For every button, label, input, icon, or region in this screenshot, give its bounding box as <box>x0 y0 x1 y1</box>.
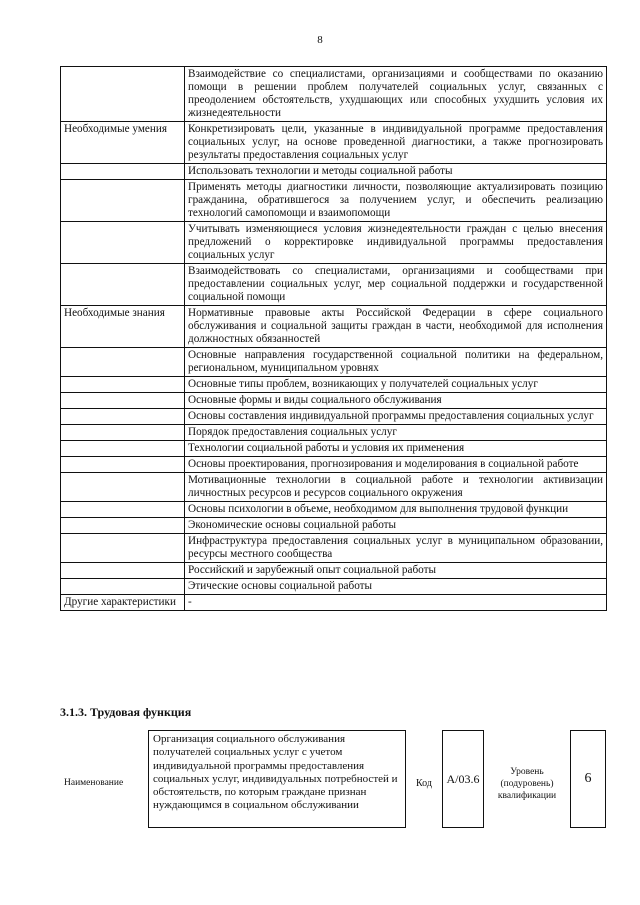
code-box: A/03.6 <box>442 730 484 828</box>
page-number: 8 <box>317 34 323 46</box>
level-label: Уровень (подуровень) квалификации <box>497 767 557 801</box>
table-row <box>61 579 607 595</box>
row-text: Основы составления индивидуальной программы предоставления социальных услуг <box>185 409 607 425</box>
row-text: Порядок предоставления социальных услуг <box>185 425 607 441</box>
row-text: Основные направления государственной социальной политики на федеральном, региональном, муниципальном уровнях <box>185 348 607 377</box>
row-text: Технологии социальной работы и условия их применения <box>185 441 607 457</box>
row-label <box>61 180 185 222</box>
section-title: 3.1.3. Трудовая функция <box>60 705 192 719</box>
table-row <box>61 473 607 502</box>
row-label <box>61 409 185 425</box>
row-label <box>61 164 185 180</box>
table-row <box>61 393 607 409</box>
row-text: Учитывать изменяющиеся условия жизнедеятельности граждан с целью внесения предложений о корректировке индивидуальной программы предоставления социальных услуг <box>185 222 607 264</box>
table-row <box>61 348 607 377</box>
row-label: Необходимые умения <box>61 122 185 164</box>
row-label <box>61 67 185 122</box>
table-row <box>61 518 607 534</box>
row-label <box>61 502 185 518</box>
row-label <box>61 457 185 473</box>
row-text: Основные типы проблем, возникающих у получателей социальных услуг <box>185 377 607 393</box>
table-row <box>61 180 607 222</box>
row-label: Другие характеристики <box>61 595 185 611</box>
row-text: Основы психологии в объеме, необходимом для выполнения трудовой функции <box>185 502 607 518</box>
row-label <box>61 393 185 409</box>
row-label <box>61 377 185 393</box>
row-text: Российский и зарубежный опыт социальной работы <box>185 563 607 579</box>
row-label <box>61 264 185 306</box>
row-text: Использовать технологии и методы социальной работы <box>185 164 607 180</box>
table-row <box>61 222 607 264</box>
row-text: Взаимодействие со специалистами, организациями и сообществами по оказанию помощи в решении проблем получателей социальных услуг, связанных с преодолением обстоятельств, ухудшающих или способных ухудшить условия их жизнедеятельности <box>185 67 607 122</box>
row-text: Инфраструктура предоставления социальных услуг в муниципальном образовании, ресурсы местного сообщества <box>185 534 607 563</box>
table-row <box>61 425 607 441</box>
code-label: Код <box>416 778 432 789</box>
row-label <box>61 222 185 264</box>
table-row <box>61 502 607 518</box>
row-text: Мотивационные технологии в социальной работе и технологии активизации личностных ресурсов и ресурсов социального окружения <box>185 473 607 502</box>
table-row <box>61 264 607 306</box>
table-row <box>61 457 607 473</box>
table-row <box>61 67 607 122</box>
row-label <box>61 563 185 579</box>
row-text: Основные формы и виды социального обслуживания <box>185 393 607 409</box>
row-text: - <box>185 595 607 611</box>
row-text: Применять методы диагностики личности, позволяющие актуализировать позицию гражданина, обратившегося за получением услуг, и обеспечить реализацию технологий самопомощи и взаимопомощи <box>185 180 607 222</box>
name-label: Наименование <box>64 778 124 788</box>
row-label <box>61 348 185 377</box>
table-row <box>61 563 607 579</box>
row-label <box>61 425 185 441</box>
row-text: Нормативные правовые акты Российской Федерации в сфере социального обслуживания и социальной защиты граждан в части, необходимой для исполнения должностных обязанностей <box>185 306 607 348</box>
row-label <box>61 579 185 595</box>
competency-table <box>60 66 607 611</box>
table-row <box>61 306 607 348</box>
function-name-box: Организация социального обслуживания получателей социальных услуг с учетом индивидуальной программы предоставления социальных услуг, индивидуальных потребностей и обстоятельств, по которым граждане признан нуждающимся в социальном обслуживании <box>148 730 406 828</box>
table-row <box>61 164 607 180</box>
table-row <box>61 441 607 457</box>
row-text: Этические основы социальной работы <box>185 579 607 595</box>
table-row <box>61 534 607 563</box>
level-box: 6 <box>570 730 606 828</box>
row-label <box>61 441 185 457</box>
row-text: Основы проектирования, прогнозирования и моделирования в социальной работе <box>185 457 607 473</box>
table-row <box>61 409 607 425</box>
row-label <box>61 473 185 502</box>
row-text: Взаимодействовать со специалистами, организациями и сообществами при предоставлении социальных услуг, мер социальной поддержки и государственной социальной помощи <box>185 264 607 306</box>
table-row <box>61 122 607 164</box>
row-label: Необходимые знания <box>61 306 185 348</box>
table-row <box>61 595 607 611</box>
row-label <box>61 518 185 534</box>
row-text: Экономические основы социальной работы <box>185 518 607 534</box>
table-row <box>61 377 607 393</box>
row-text: Конкретизировать цели, указанные в индивидуальной программе предоставления социальных услуг, на основе проведенной диагностики, а также прогнозировать результаты предоставления социальных услуг <box>185 122 607 164</box>
row-label <box>61 534 185 563</box>
